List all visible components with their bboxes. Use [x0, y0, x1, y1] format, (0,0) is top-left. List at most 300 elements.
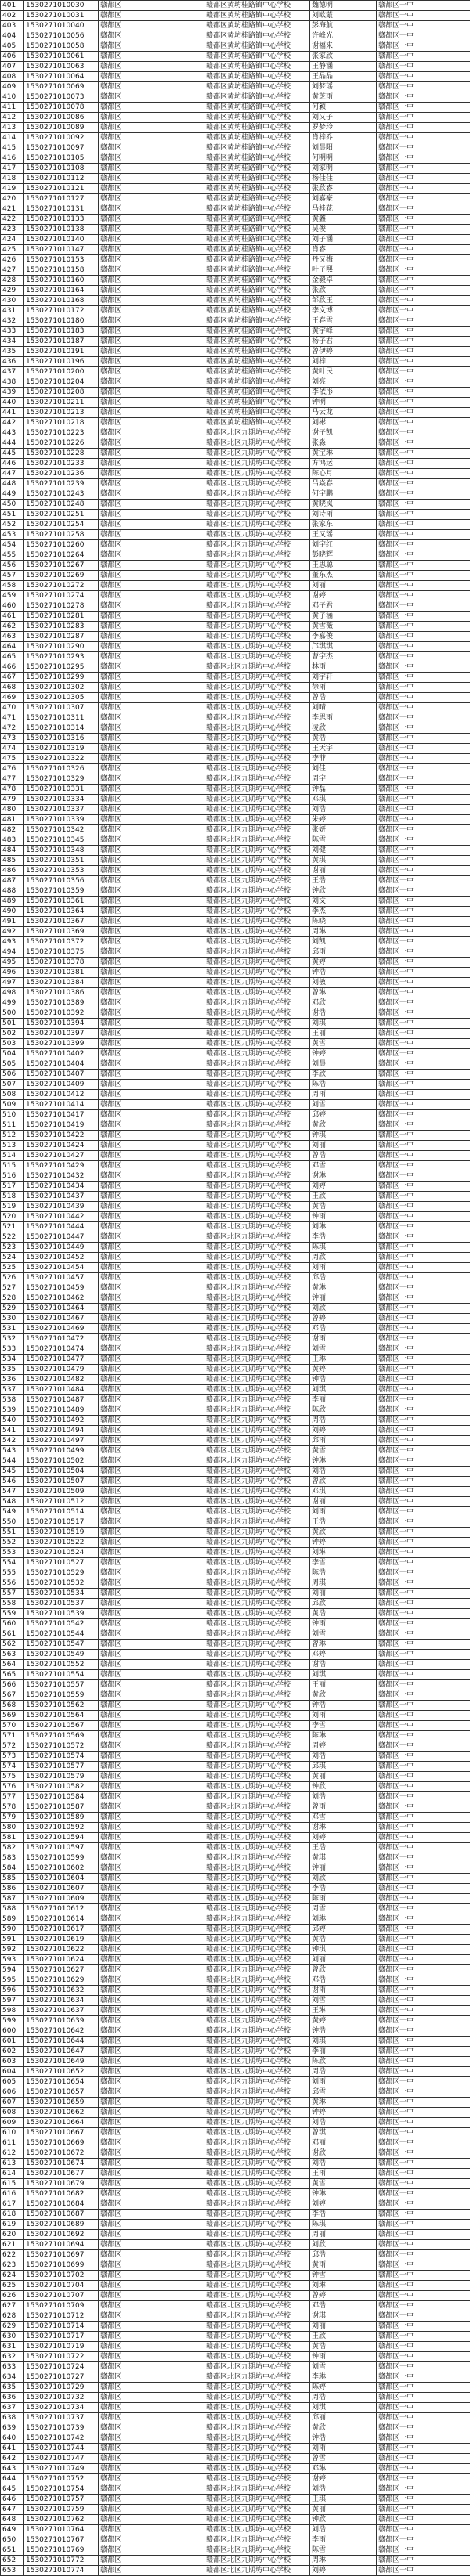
exam-id-cell: 1530271010127	[24, 194, 99, 204]
district-cell: 赣都区	[99, 550, 204, 561]
admitted-school-cell: 赣都区一中	[377, 1467, 470, 1477]
admitted-school-cell: 赣都区一中	[377, 123, 470, 133]
student-name-cell: 曾雪	[310, 2454, 377, 2464]
row-index-cell: 455	[1, 550, 24, 561]
row-index-cell: 558	[1, 1599, 24, 1609]
admitted-school-cell: 赣都区一中	[377, 1609, 470, 1619]
exam-id-cell: 1530271010040	[24, 21, 99, 31]
table-row	[1, 1293, 470, 1304]
admitted-school-cell: 赣都区一中	[377, 2495, 470, 2505]
exam-id-cell: 1530271010164	[24, 286, 99, 296]
student-name-cell: 刘健	[310, 846, 377, 856]
school-cell: 赣都区北区九期坊中心学校	[204, 1243, 310, 1253]
exam-id-cell: 1530271010267	[24, 561, 99, 571]
admitted-school-cell: 赣都区一中	[377, 11, 470, 21]
district-cell: 赣都区	[99, 1690, 204, 1701]
student-name-cell: 李依彤	[310, 388, 377, 398]
row-index-cell: 542	[1, 1436, 24, 1446]
row-index-cell: 615	[1, 2179, 24, 2189]
table-row	[1, 785, 470, 795]
school-cell: 赣都区黄坊桂路镇中心学校	[204, 286, 310, 296]
student-name-cell: 马桂花	[310, 204, 377, 215]
row-index-cell: 598	[1, 2006, 24, 2016]
table-row	[1, 1894, 470, 1904]
admitted-school-cell: 赣都区一中	[377, 723, 470, 734]
district-cell: 赣都区	[99, 1660, 204, 1670]
district-cell: 赣都区	[99, 2556, 204, 2566]
school-cell: 赣都区北区九期坊中心学校	[204, 1008, 310, 1019]
table-row	[1, 561, 470, 571]
admitted-school-cell: 赣都区一中	[377, 306, 470, 316]
table-row	[1, 1975, 470, 1986]
school-cell: 赣都区北区九期坊中心学校	[204, 1721, 310, 1731]
row-index-cell: 423	[1, 225, 24, 235]
exam-id-cell: 1530271010472	[24, 1334, 99, 1344]
exam-id-cell: 1530271010654	[24, 2077, 99, 2087]
row-index-cell: 506	[1, 1070, 24, 1080]
district-cell: 赣都区	[99, 133, 204, 143]
school-cell: 赣都区北区九期坊中心学校	[204, 2342, 310, 2352]
exam-id-cell: 1530271010542	[24, 1619, 99, 1629]
row-index-cell: 544	[1, 1456, 24, 1467]
admitted-school-cell: 赣都区一中	[377, 1538, 470, 1548]
district-cell: 赣都区	[99, 2352, 204, 2362]
district-cell: 赣都区	[99, 947, 204, 958]
school-cell: 赣都区北区九期坊中心学校	[204, 449, 310, 459]
school-cell: 赣都区北区九期坊中心学校	[204, 1497, 310, 1507]
district-cell: 赣都区	[99, 591, 204, 601]
row-index-cell: 430	[1, 296, 24, 306]
admitted-school-cell: 赣都区一中	[377, 601, 470, 612]
exam-id-cell: 1530271010479	[24, 1365, 99, 1375]
student-name-cell: 黄丽	[310, 2505, 377, 2515]
school-cell: 赣都区北区九期坊中心学校	[204, 2189, 310, 2199]
table-row	[1, 1090, 470, 1100]
row-index-cell: 435	[1, 347, 24, 357]
school-cell: 赣都区北区九期坊中心学校	[204, 886, 310, 897]
district-cell: 赣都区	[99, 92, 204, 103]
table-row	[1, 876, 470, 886]
school-cell: 赣都区北区九期坊中心学校	[204, 1711, 310, 1721]
table-row	[1, 2210, 470, 2220]
district-cell: 赣都区	[99, 235, 204, 245]
district-cell: 赣都区	[99, 1914, 204, 1925]
table-row	[1, 1884, 470, 1894]
row-index-cell: 456	[1, 561, 24, 571]
student-name-cell: 刘浩	[310, 1792, 377, 1802]
exam-id-cell: 1530271010061	[24, 52, 99, 62]
exam-id-cell: 1530271010509	[24, 1487, 99, 1497]
student-name-cell: 周浩	[310, 1416, 377, 1426]
student-name-cell: 刘子涵	[310, 235, 377, 245]
exam-id-cell: 1530271010454	[24, 1263, 99, 1273]
row-index-cell: 649	[1, 2525, 24, 2535]
school-cell: 赣都区北区九期坊中心学校	[204, 1914, 310, 1925]
table-row	[1, 1080, 470, 1090]
exam-id-cell: 1530271010172	[24, 306, 99, 316]
admitted-school-cell: 赣都区一中	[377, 52, 470, 62]
admitted-school-cell: 赣都区一中	[377, 367, 470, 377]
student-name-cell: 刘琪	[310, 1019, 377, 1029]
table-row	[1, 1304, 470, 1314]
school-cell: 赣都区北区九期坊中心学校	[204, 1385, 310, 1395]
student-name-cell: 王琪	[310, 2495, 377, 2505]
admitted-school-cell: 赣都区一中	[377, 1273, 470, 1283]
exam-id-cell: 1530271010722	[24, 2352, 99, 2362]
school-cell: 赣都区黄坊桂路镇中心学校	[204, 347, 310, 357]
exam-id-cell: 1530271010322	[24, 754, 99, 764]
student-name-cell: 吴俊	[310, 225, 377, 235]
district-cell: 赣都区	[99, 2067, 204, 2077]
table-row	[1, 1813, 470, 1823]
admitted-school-cell: 赣都区一中	[377, 1548, 470, 1558]
school-cell: 赣都区北区九期坊中心学校	[204, 1609, 310, 1619]
student-name-cell: 王浩	[310, 876, 377, 886]
student-name-cell: 李浩	[310, 1884, 377, 1894]
admitted-school-cell: 赣都区一中	[377, 1120, 470, 1131]
student-name-cell: 曾雨	[310, 1802, 377, 1813]
admitted-school-cell: 赣都区一中	[377, 215, 470, 225]
exam-id-cell: 1530271010204	[24, 377, 99, 388]
school-cell: 赣都区北区九期坊中心学校	[204, 1762, 310, 1772]
admitted-school-cell: 赣都区一中	[377, 998, 470, 1008]
school-cell: 赣都区北区九期坊中心学校	[204, 1263, 310, 1273]
table-row	[1, 1467, 470, 1477]
exam-id-cell: 1530271010669	[24, 2138, 99, 2148]
table-row	[1, 1049, 470, 1059]
table-row	[1, 2087, 470, 2098]
admitted-school-cell: 赣都区一中	[377, 917, 470, 927]
district-cell: 赣都区	[99, 1202, 204, 1212]
row-index-cell: 482	[1, 825, 24, 835]
admitted-school-cell: 赣都区一中	[377, 2179, 470, 2189]
exam-id-cell: 1530271010724	[24, 2362, 99, 2372]
school-cell: 赣都区北区九期坊中心学校	[204, 866, 310, 876]
table-row	[1, 1008, 470, 1019]
table-row	[1, 123, 470, 133]
district-cell: 赣都区	[99, 1171, 204, 1182]
table-row	[1, 1965, 470, 1975]
table-row	[1, 1202, 470, 1212]
student-name-cell: 刘雨	[310, 2077, 377, 2087]
district-cell: 赣都区	[99, 245, 204, 255]
district-cell: 赣都区	[99, 2189, 204, 2199]
student-name-cell: 刘琪	[310, 2403, 377, 2413]
school-cell: 赣都区北区九期坊中心学校	[204, 988, 310, 998]
district-cell: 赣都区	[99, 1222, 204, 1232]
district-cell: 赣都区	[99, 2342, 204, 2352]
school-cell: 赣都区黄坊桂路镇中心学校	[204, 52, 310, 62]
school-cell: 赣都区黄坊桂路镇中心学校	[204, 327, 310, 337]
admitted-school-cell: 赣都区一中	[377, 1416, 470, 1426]
district-cell: 赣都区	[99, 1467, 204, 1477]
district-cell: 赣都区	[99, 347, 204, 357]
student-name-cell: 黄浩	[310, 1202, 377, 1212]
student-name-cell: 黄婷	[310, 958, 377, 968]
table-row	[1, 2179, 470, 2189]
exam-id-cell: 1530271010492	[24, 1416, 99, 1426]
row-index-cell: 504	[1, 1049, 24, 1059]
district-cell: 赣都区	[99, 1395, 204, 1405]
district-cell: 赣都区	[99, 1344, 204, 1355]
table-row	[1, 316, 470, 327]
district-cell: 赣都区	[99, 1507, 204, 1517]
row-index-cell: 570	[1, 1721, 24, 1731]
district-cell: 赣都区	[99, 1823, 204, 1833]
school-cell: 赣都区北区九期坊中心学校	[204, 1070, 310, 1080]
row-index-cell: 643	[1, 2464, 24, 2474]
district-cell: 赣都区	[99, 2311, 204, 2322]
admitted-school-cell: 赣都区一中	[377, 1314, 470, 1324]
student-name-cell: 黄雨	[310, 2260, 377, 2271]
school-cell: 赣都区黄坊桂路镇中心学校	[204, 123, 310, 133]
row-index-cell: 518	[1, 1192, 24, 1202]
district-cell: 赣都区	[99, 1528, 204, 1538]
school-cell: 赣都区黄坊桂路镇中心学校	[204, 337, 310, 347]
admitted-school-cell: 赣都区一中	[377, 1721, 470, 1731]
table-row	[1, 103, 470, 113]
table-row	[1, 1141, 470, 1151]
table-row	[1, 795, 470, 805]
admitted-school-cell: 赣都区一中	[377, 184, 470, 194]
school-cell: 赣都区黄坊桂路镇中心学校	[204, 164, 310, 174]
exam-id-cell: 1530271010687	[24, 2210, 99, 2220]
row-index-cell: 647	[1, 2505, 24, 2515]
table-row	[1, 1701, 470, 1711]
student-name-cell: 邱浩	[310, 2250, 377, 2260]
admitted-school-cell: 赣都区一中	[377, 591, 470, 601]
table-row	[1, 591, 470, 601]
exam-id-cell: 1530271010567	[24, 1721, 99, 1731]
student-name-cell: 邓丽	[310, 2138, 377, 2148]
district-cell: 赣都区	[99, 367, 204, 377]
district-cell: 赣都区	[99, 764, 204, 774]
district-cell: 赣都区	[99, 1497, 204, 1507]
exam-id-cell: 1530271010594	[24, 1833, 99, 1843]
table-row	[1, 479, 470, 489]
exam-id-cell: 1530271010597	[24, 1843, 99, 1853]
district-cell: 赣都区	[99, 1334, 204, 1344]
admitted-school-cell: 赣都区一中	[377, 1365, 470, 1375]
exam-id-cell: 1530271010147	[24, 245, 99, 255]
district-cell: 赣都区	[99, 1446, 204, 1456]
admitted-school-cell: 赣都区一中	[377, 2077, 470, 2087]
school-cell: 赣都区北区九期坊中心学校	[204, 2423, 310, 2433]
district-cell: 赣都区	[99, 1538, 204, 1548]
exam-id-cell: 1530271010359	[24, 886, 99, 897]
table-row	[1, 530, 470, 540]
district-cell: 赣都区	[99, 1517, 204, 1528]
school-cell: 赣都区北区九期坊中心学校	[204, 978, 310, 988]
district-cell: 赣都区	[99, 1477, 204, 1487]
table-row	[1, 1283, 470, 1293]
student-name-cell: 周婷	[310, 1741, 377, 1752]
school-cell: 赣都区北区九期坊中心学校	[204, 1110, 310, 1120]
table-row	[1, 245, 470, 255]
row-index-cell: 543	[1, 1446, 24, 1456]
admitted-school-cell: 赣都区一中	[377, 1253, 470, 1263]
exam-id-cell: 1530271010394	[24, 1019, 99, 1029]
district-cell: 赣都区	[99, 2413, 204, 2423]
admitted-school-cell: 赣都区一中	[377, 1965, 470, 1975]
student-name-cell: 谢浩	[310, 1008, 377, 1019]
district-cell: 赣都区	[99, 2108, 204, 2118]
student-name-cell: 刘彬	[310, 418, 377, 428]
student-name-cell: 黄雪	[310, 2179, 377, 2189]
admitted-school-cell: 赣都区一中	[377, 1711, 470, 1721]
row-index-cell: 429	[1, 286, 24, 296]
exam-id-cell: 1530271010097	[24, 143, 99, 153]
row-index-cell: 531	[1, 1324, 24, 1334]
exam-id-cell: 1530271010674	[24, 2159, 99, 2169]
table-row	[1, 886, 470, 897]
student-name-cell: 谢浩	[310, 1660, 377, 1670]
row-index-cell: 516	[1, 1171, 24, 1182]
student-name-cell: 钟雪	[310, 2271, 377, 2281]
student-name-cell: 邓婷	[310, 1650, 377, 1660]
district-cell: 赣都区	[99, 1273, 204, 1283]
row-index-cell: 549	[1, 1507, 24, 1517]
student-name-cell: 刘浩	[310, 1752, 377, 1762]
table-row	[1, 1477, 470, 1487]
school-cell: 赣都区北区九期坊中心学校	[204, 581, 310, 591]
admitted-school-cell: 赣都区一中	[377, 2026, 470, 2037]
district-cell: 赣都区	[99, 662, 204, 673]
student-name-cell: 杨子君	[310, 337, 377, 347]
school-cell: 赣都区北区九期坊中心学校	[204, 2138, 310, 2148]
student-name-cell: 刘琳	[310, 1914, 377, 1925]
admitted-school-cell: 赣都区一中	[377, 2260, 470, 2271]
district-cell: 赣都区	[99, 2433, 204, 2444]
admitted-school-cell: 赣都区一中	[377, 1446, 470, 1456]
student-name-cell: 刘宇红	[310, 540, 377, 550]
admitted-school-cell: 赣都区一中	[377, 286, 470, 296]
admitted-school-cell: 赣都区一中	[377, 2210, 470, 2220]
row-index-cell: 648	[1, 2515, 24, 2525]
table-row	[1, 164, 470, 174]
exam-id-cell: 1530271010639	[24, 2016, 99, 2026]
admitted-school-cell: 赣都区一中	[377, 316, 470, 327]
district-cell: 赣都区	[99, 581, 204, 591]
school-cell: 赣都区北区九期坊中心学校	[204, 2322, 310, 2332]
exam-id-cell: 1530271010307	[24, 703, 99, 713]
table-row	[1, 2118, 470, 2128]
admitted-school-cell: 赣都区一中	[377, 2322, 470, 2332]
exam-id-cell: 1530271010729	[24, 2383, 99, 2393]
student-name-cell: 吕焱春	[310, 479, 377, 489]
exam-id-cell: 1530271010302	[24, 683, 99, 693]
table-row	[1, 276, 470, 286]
student-name-cell: 李雨	[310, 2535, 377, 2545]
student-name-cell: 张家东	[310, 520, 377, 530]
admitted-school-cell: 赣都区一中	[377, 2301, 470, 2311]
row-index-cell: 583	[1, 1853, 24, 1863]
admitted-school-cell: 赣都区一中	[377, 1874, 470, 1884]
row-index-cell: 497	[1, 978, 24, 988]
admitted-school-cell: 赣都区一中	[377, 897, 470, 907]
exam-id-cell: 1530271010342	[24, 825, 99, 835]
exam-id-cell: 1530271010772	[24, 2556, 99, 2566]
exam-id-cell: 1530271010417	[24, 1110, 99, 1120]
school-cell: 赣都区北区九期坊中心学校	[204, 571, 310, 581]
row-index-cell: 591	[1, 1935, 24, 1945]
table-row	[1, 41, 470, 52]
row-index-cell: 461	[1, 612, 24, 622]
exam-id-cell: 1530271010105	[24, 153, 99, 164]
exam-id-cell: 1530271010251	[24, 510, 99, 520]
student-name-cell: 王又瑶	[310, 530, 377, 540]
student-name-cell: 刘浩	[310, 805, 377, 815]
student-name-cell: 刘丽	[310, 2322, 377, 2332]
school-cell: 赣都区北区九期坊中心学校	[204, 1171, 310, 1182]
district-cell: 赣都区	[99, 1772, 204, 1782]
district-cell: 赣都区	[99, 357, 204, 367]
row-index-cell: 538	[1, 1395, 24, 1405]
student-name-cell: 邓雪	[310, 1161, 377, 1171]
exam-id-cell: 1530271010375	[24, 947, 99, 958]
admitted-school-cell: 赣都区一中	[377, 1935, 470, 1945]
table-row	[1, 1568, 470, 1578]
row-index-cell: 451	[1, 510, 24, 520]
exam-id-cell: 1530271010367	[24, 917, 99, 927]
admitted-school-cell: 赣都区一中	[377, 1619, 470, 1629]
row-index-cell: 609	[1, 2118, 24, 2128]
school-cell: 赣都区北区九期坊中心学校	[204, 2179, 310, 2189]
table-row	[1, 1222, 470, 1232]
school-cell: 赣都区黄坊桂路镇中心学校	[204, 41, 310, 52]
table-row	[1, 1690, 470, 1701]
admitted-school-cell: 赣都区一中	[377, 2067, 470, 2077]
school-cell: 赣都区黄坊桂路镇中心学校	[204, 255, 310, 265]
exam-id-cell: 1530271010689	[24, 2220, 99, 2230]
row-index-cell: 474	[1, 744, 24, 754]
exam-id-cell: 1530271010319	[24, 744, 99, 754]
exam-id-cell: 1530271010409	[24, 1080, 99, 1090]
school-cell: 赣都区北区九期坊中心学校	[204, 1304, 310, 1314]
student-name-cell: 曾琪	[310, 2128, 377, 2138]
district-cell: 赣都区	[99, 744, 204, 754]
table-row	[1, 571, 470, 581]
district-cell: 赣都区	[99, 1293, 204, 1304]
district-cell: 赣都区	[99, 2240, 204, 2250]
school-cell: 赣都区北区九期坊中心学校	[204, 2362, 310, 2372]
student-name-cell: 刘亮	[310, 377, 377, 388]
school-cell: 赣都区北区九期坊中心学校	[204, 683, 310, 693]
row-index-cell: 417	[1, 164, 24, 174]
student-name-cell: 方鸿运	[310, 459, 377, 469]
admitted-school-cell: 赣都区一中	[377, 2423, 470, 2433]
school-cell: 赣都区北区九期坊中心学校	[204, 1670, 310, 1680]
exam-id-cell: 1530271010469	[24, 1324, 99, 1334]
admitted-school-cell: 赣都区一中	[377, 1405, 470, 1416]
row-index-cell: 408	[1, 72, 24, 82]
exam-id-cell: 1530271010311	[24, 713, 99, 723]
school-cell: 赣都区黄坊桂路镇中心学校	[204, 92, 310, 103]
district-cell: 赣都区	[99, 337, 204, 347]
student-name-cell: 钟浩	[310, 1375, 377, 1385]
admitted-school-cell: 赣都区一中	[377, 1945, 470, 1955]
student-name-cell: 刘丽	[310, 1955, 377, 1965]
table-row	[1, 2505, 470, 2515]
school-cell: 赣都区北区九期坊中心学校	[204, 2433, 310, 2444]
table-row	[1, 235, 470, 245]
district-cell: 赣都区	[99, 530, 204, 540]
district-cell: 赣都区	[99, 1568, 204, 1578]
district-cell: 赣都区	[99, 2220, 204, 2230]
district-cell: 赣都区	[99, 703, 204, 713]
school-cell: 赣都区北区九期坊中心学校	[204, 2271, 310, 2281]
table-row	[1, 2098, 470, 2108]
